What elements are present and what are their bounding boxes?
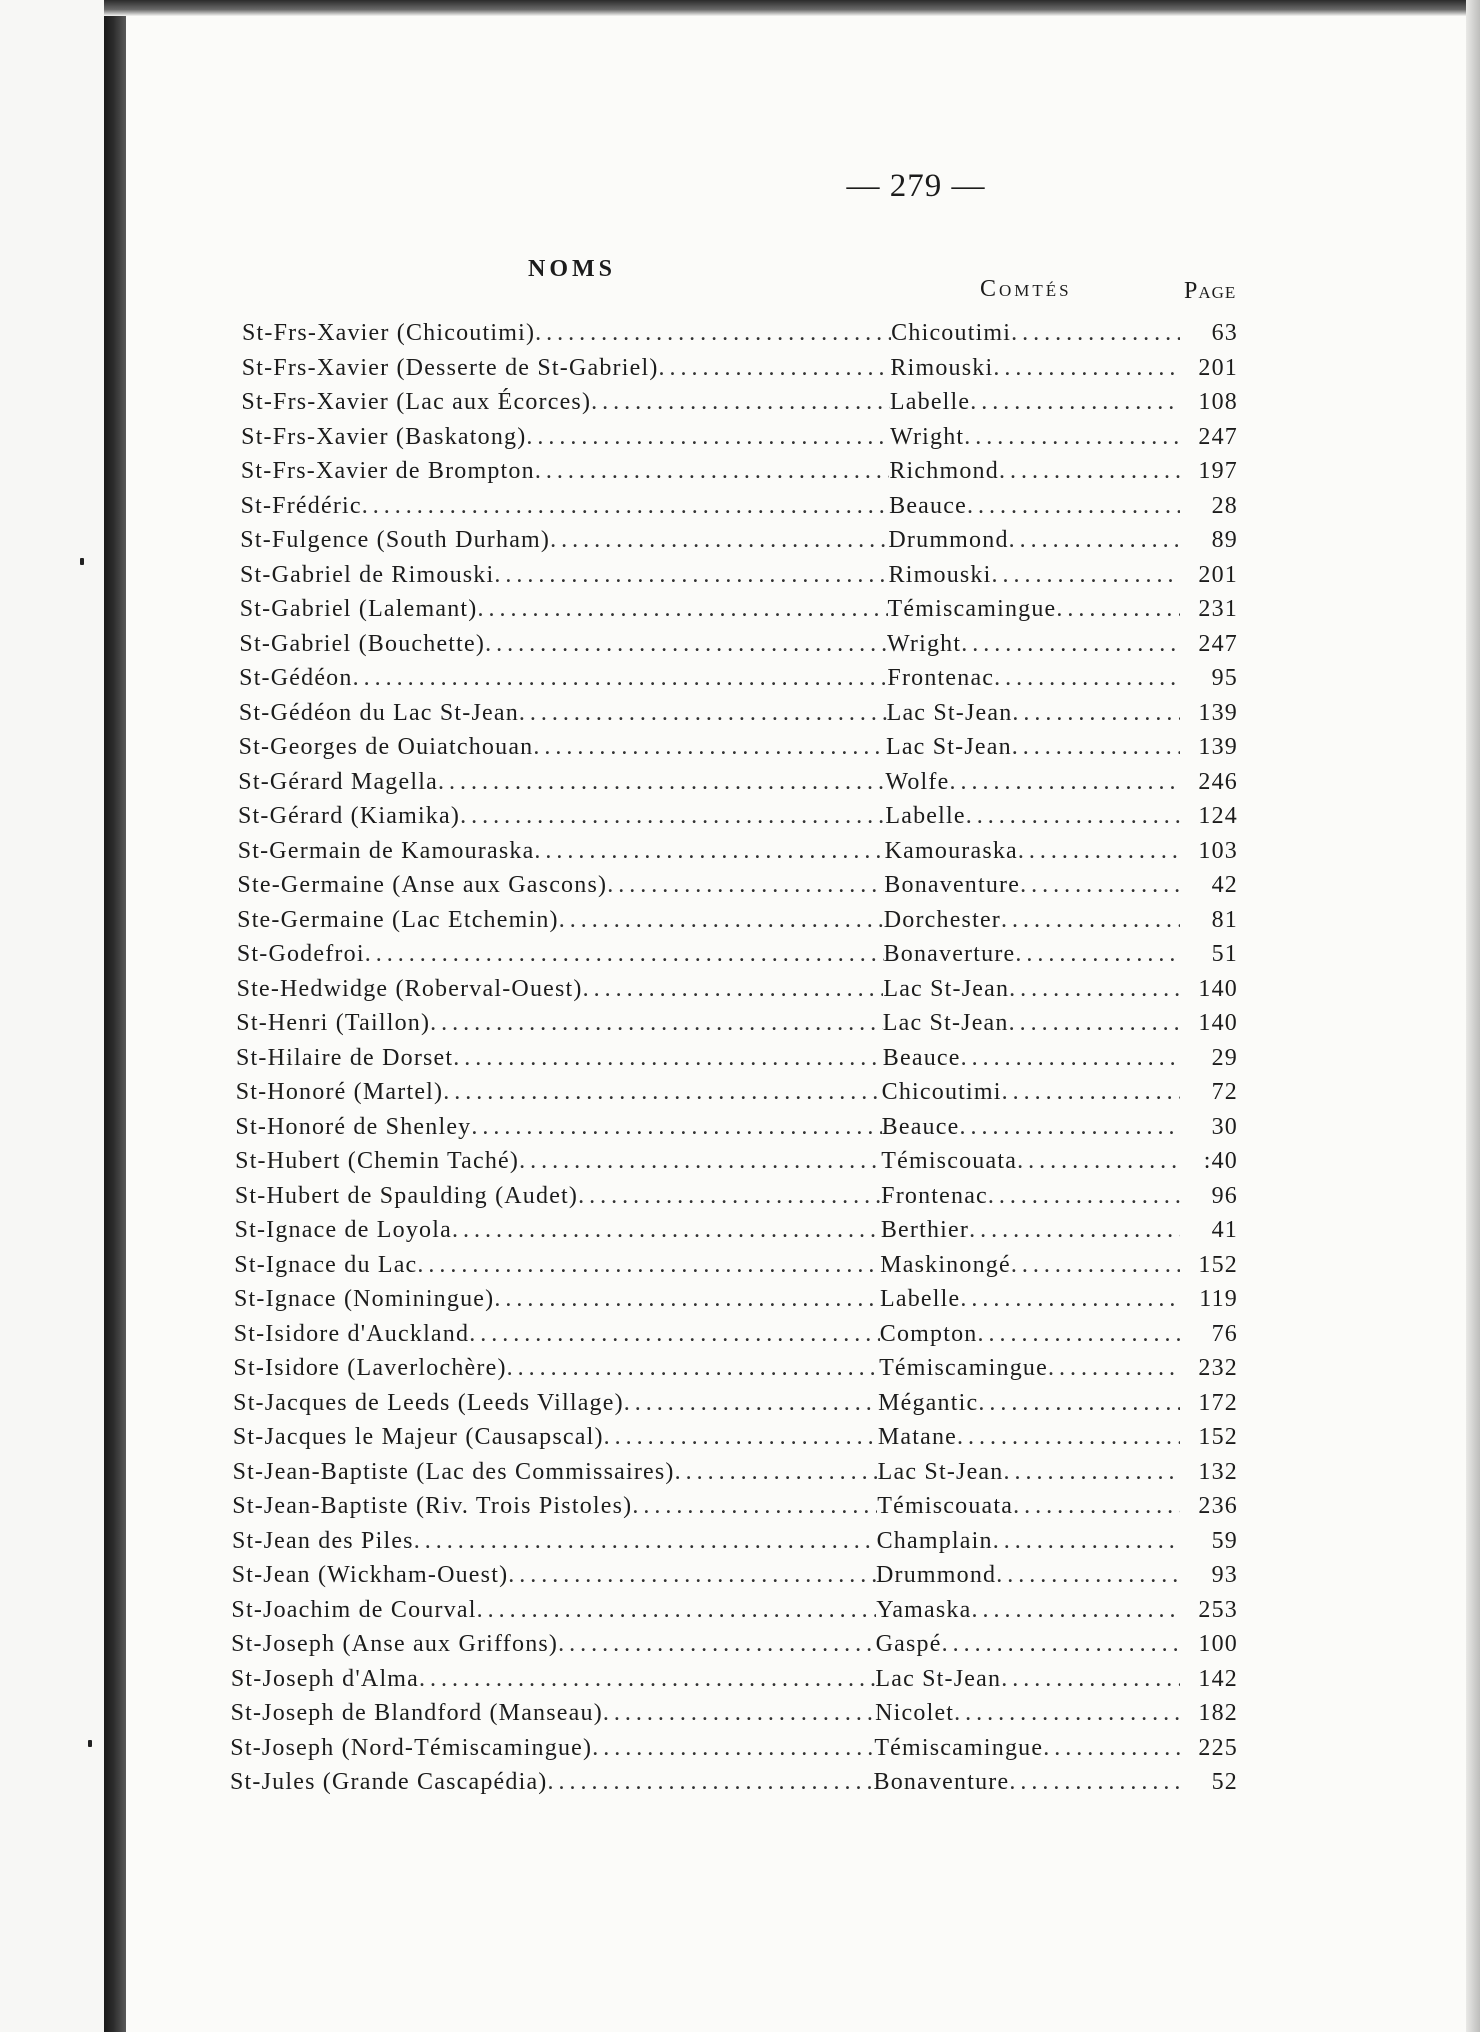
leader-dots xyxy=(578,1183,881,1210)
leader-dots xyxy=(942,1631,1180,1658)
entry-county: Labelle xyxy=(885,803,966,829)
leader-dots xyxy=(1020,872,1180,899)
leader-dots xyxy=(624,1390,878,1417)
entry-county: Témiscamingue xyxy=(887,596,1057,622)
entry-county: Beauce xyxy=(882,1044,961,1071)
entry-name: St-Gédéon du Lac St-Jean xyxy=(238,699,519,726)
index-entry xyxy=(235,1148,1238,1182)
index-entry xyxy=(236,1010,1238,1044)
leader-dots xyxy=(559,907,884,934)
leader-dots xyxy=(992,562,1181,589)
entry-county: Frontenac xyxy=(881,1182,988,1209)
index-entry xyxy=(232,1528,1238,1562)
index-entry xyxy=(240,562,1238,596)
entry-page: 52 xyxy=(1211,1769,1238,1795)
leader-dots xyxy=(993,1528,1180,1555)
page-top-edge xyxy=(104,0,1480,16)
entry-county: Yamaska xyxy=(876,1596,972,1623)
index-entry xyxy=(231,1700,1238,1734)
index-entry xyxy=(239,665,1238,699)
entry-county: Drummond xyxy=(875,1562,997,1588)
leader-dots xyxy=(507,1355,879,1382)
index-entry xyxy=(242,320,1238,354)
leader-dots xyxy=(533,734,886,761)
entry-page: 247 xyxy=(1198,423,1238,450)
leader-dots xyxy=(414,1528,877,1555)
entry-name: St-Hubert (Chemin Taché) xyxy=(235,1148,520,1174)
entry-county: Lac St-Jean xyxy=(886,699,1013,726)
entry-name: St-Joseph (Nord-Témiscamingue) xyxy=(230,1734,593,1761)
leader-dots xyxy=(960,1286,1180,1313)
leader-dots xyxy=(659,355,891,382)
leader-dots xyxy=(604,1424,878,1451)
entry-page: 201 xyxy=(1198,561,1238,588)
leader-dots xyxy=(548,1769,874,1796)
index-entry xyxy=(237,941,1238,975)
entry-name: St-Henri (Taillon) xyxy=(236,1010,431,1036)
leader-dots xyxy=(1043,1735,1180,1762)
index-entry xyxy=(235,1217,1238,1251)
margin-mark xyxy=(80,558,84,565)
leader-dots xyxy=(1012,734,1180,761)
leader-dots xyxy=(957,1424,1180,1451)
entry-county: Gaspé xyxy=(875,1631,942,1657)
entry-name: St-Hubert de Spaulding (Audet) xyxy=(234,1182,579,1209)
entry-county: Labelle xyxy=(880,1286,961,1312)
entry-page: 72 xyxy=(1211,1079,1238,1105)
entry-name: St-Hilaire de Dorset xyxy=(236,1044,454,1071)
leader-dots xyxy=(996,1562,1180,1589)
index-entry xyxy=(237,976,1238,1010)
index-entry xyxy=(233,1355,1238,1389)
index-entry xyxy=(231,1666,1238,1700)
entry-county: Lac St-Jean xyxy=(877,1458,1004,1485)
entry-name: St-Fulgence (South Durham) xyxy=(240,527,551,553)
index-entry xyxy=(235,1114,1238,1148)
leader-dots xyxy=(460,803,885,830)
leader-dots xyxy=(452,1217,881,1244)
entry-page: 124 xyxy=(1198,803,1238,829)
index-entry xyxy=(240,596,1238,630)
leader-dots xyxy=(1009,527,1180,554)
page-right-edge xyxy=(1466,0,1480,2032)
entry-county: Beauce xyxy=(881,1113,960,1140)
entry-name: St-Gabriel (Lalemant) xyxy=(239,596,478,622)
entry-name: Ste-Germaine (Anse aux Gascons) xyxy=(237,872,608,898)
entry-county: Champlain xyxy=(876,1527,993,1554)
index-entry xyxy=(233,1390,1238,1424)
entry-county: Témiscouata xyxy=(877,1493,1014,1519)
leader-dots xyxy=(1048,1355,1180,1382)
leader-dots xyxy=(438,769,885,796)
entry-page: 197 xyxy=(1198,458,1238,484)
entry-page: 59 xyxy=(1211,1527,1238,1554)
leader-dots xyxy=(971,1597,1180,1624)
column-header-comtes: Comtés xyxy=(980,276,1072,302)
index-entry xyxy=(231,1597,1238,1631)
index-entry xyxy=(239,734,1238,768)
entry-page: 201 xyxy=(1198,354,1238,381)
entry-name: St-Gérard Magella xyxy=(238,768,438,795)
leader-dots xyxy=(550,527,888,554)
index-entry xyxy=(234,1321,1238,1355)
entry-page: 182 xyxy=(1198,1700,1238,1726)
entry-page: :40 xyxy=(1203,1148,1238,1174)
entry-page: 142 xyxy=(1198,1665,1238,1692)
leader-dots xyxy=(961,631,1180,658)
entry-name: St-Isidore (Laverlochère) xyxy=(233,1355,507,1381)
entry-page: 247 xyxy=(1198,630,1238,657)
index-entry xyxy=(241,493,1238,527)
leader-dots xyxy=(519,1148,881,1175)
entry-page: 152 xyxy=(1198,1424,1238,1450)
leader-dots xyxy=(1009,1769,1180,1796)
entry-county: Rimouski xyxy=(888,561,992,588)
entry-county: Chicoutimi xyxy=(881,1079,1002,1105)
entry-county: Lac St-Jean xyxy=(875,1665,1002,1692)
entry-county: Chicoutimi xyxy=(891,320,1012,346)
leader-dots xyxy=(443,1079,881,1106)
index-entry xyxy=(241,424,1238,458)
page-number: — 279 — xyxy=(846,168,986,204)
index-entry xyxy=(238,769,1238,803)
index-entry xyxy=(233,1459,1238,1493)
entry-page: 253 xyxy=(1198,1596,1238,1623)
entry-county: Labelle xyxy=(889,389,971,415)
entry-name: St-Joachim de Courval xyxy=(231,1596,477,1623)
entry-county: Berthier xyxy=(880,1217,970,1243)
column-header-page: Page xyxy=(1184,278,1237,304)
entry-name: St-Gédéon xyxy=(239,665,353,691)
leader-dots xyxy=(469,1321,880,1348)
entry-county: Compton xyxy=(879,1320,978,1347)
entry-name: St-Ignace de Loyola xyxy=(234,1217,452,1243)
leader-dots xyxy=(494,562,888,589)
entry-county: Frontenac xyxy=(887,665,995,691)
entry-name: St-Godefroi xyxy=(236,941,365,967)
leader-dots xyxy=(362,493,889,520)
entry-name: St-Honoré de Shenley xyxy=(235,1113,472,1140)
leader-dots xyxy=(1009,976,1180,1003)
entry-name: St-Gabriel de Rimouski xyxy=(240,561,495,588)
leader-dots xyxy=(632,1493,877,1520)
leader-dots xyxy=(535,320,891,347)
leader-dots xyxy=(471,1114,881,1141)
entry-name: St-Jean-Baptiste (Riv. Trois Pistoles) xyxy=(232,1493,633,1519)
leader-dots xyxy=(977,1321,1180,1348)
entry-page: 236 xyxy=(1198,1493,1238,1519)
entry-county: Wolfe xyxy=(885,768,950,795)
index-entry xyxy=(241,458,1238,492)
entry-name: St-Ignace du Lac xyxy=(234,1251,418,1278)
index-entry xyxy=(233,1424,1238,1458)
entry-county: Dorchester xyxy=(883,906,1001,933)
entry-page: 231 xyxy=(1198,596,1238,622)
entry-name: St-Germain de Kamouraska xyxy=(237,837,535,864)
entry-page: 41 xyxy=(1211,1217,1238,1243)
entry-county: Témiscamingue xyxy=(874,1734,1044,1761)
entry-county: Beauce xyxy=(889,492,967,519)
entry-name: St-Joseph d'Alma xyxy=(230,1665,420,1692)
left-page-edge xyxy=(0,0,106,2032)
entry-page: 108 xyxy=(1198,389,1238,415)
entry-page: 132 xyxy=(1198,1458,1238,1485)
entry-county: Maskinongé xyxy=(880,1251,1011,1278)
index-entry xyxy=(241,389,1238,423)
leader-dots xyxy=(591,389,890,416)
entry-name: St-Jules (Grande Cascapédia) xyxy=(230,1769,548,1795)
index-entry xyxy=(242,355,1238,389)
entry-county: Lac St-Jean xyxy=(885,734,1012,760)
leader-dots xyxy=(1056,596,1180,623)
entry-name: St-Frs-Xavier de Brompton xyxy=(240,458,535,484)
leader-dots xyxy=(994,665,1180,692)
margin-mark xyxy=(88,1740,92,1747)
leader-dots xyxy=(967,493,1180,520)
leader-dots xyxy=(1015,941,1180,968)
index-entry xyxy=(230,1735,1238,1769)
entry-county: Rimouski xyxy=(890,354,994,381)
entry-name: St-Joseph (Anse aux Griffons) xyxy=(231,1631,559,1657)
page xyxy=(126,16,1466,2032)
leader-dots xyxy=(494,1286,880,1313)
leader-dots xyxy=(477,1597,877,1624)
entry-name: St-Ignace (Nominingue) xyxy=(234,1286,495,1312)
entry-county: Bonaventure xyxy=(884,872,1021,898)
leader-dots xyxy=(1011,1252,1180,1279)
entry-name: St-Honoré (Martel) xyxy=(235,1079,444,1105)
entry-page: 119 xyxy=(1199,1286,1238,1312)
index-entry xyxy=(230,1769,1238,1803)
leader-dots xyxy=(519,700,887,727)
leader-dots xyxy=(964,424,1180,451)
entry-name: St-Frs-Xavier (Baskatong) xyxy=(241,423,527,450)
entry-page: 95 xyxy=(1211,665,1238,691)
leader-dots xyxy=(1001,907,1180,934)
entry-county: Wright xyxy=(890,423,965,450)
leader-dots xyxy=(1012,700,1180,727)
index-entry xyxy=(236,1079,1238,1113)
leader-dots xyxy=(959,1114,1180,1141)
entry-county: Témiscamingue xyxy=(879,1355,1048,1381)
entry-name: St-Frs-Xavier (Lac aux Écorces) xyxy=(241,389,592,415)
leader-dots xyxy=(1009,1010,1180,1037)
index-entry xyxy=(232,1493,1238,1527)
entry-page: 89 xyxy=(1211,527,1238,553)
entry-name: Ste-Germaine (Lac Etchemin) xyxy=(237,906,559,933)
leader-dots xyxy=(453,1045,883,1072)
leader-dots xyxy=(603,1700,875,1727)
entry-page: 63 xyxy=(1211,320,1238,346)
entry-page: 172 xyxy=(1198,1389,1238,1416)
index-entry xyxy=(235,1183,1238,1217)
index-entry xyxy=(238,838,1238,872)
entry-name: St-Gérard (Kiamika) xyxy=(238,803,461,829)
entry-name: St-Jacques le Majeur (Causapscal) xyxy=(232,1424,604,1450)
entry-name: St-Jean-Baptiste (Lac des Commissaires) xyxy=(232,1458,675,1485)
entry-page: 96 xyxy=(1211,1182,1238,1209)
leader-dots xyxy=(961,1045,1180,1072)
leader-dots xyxy=(1011,320,1180,347)
entry-page: 246 xyxy=(1198,768,1238,795)
leader-dots xyxy=(583,976,884,1003)
entry-page: 140 xyxy=(1198,1010,1238,1036)
entry-name: Ste-Hedwidge (Roberval-Ouest) xyxy=(236,975,583,1002)
leader-dots xyxy=(558,1631,875,1658)
leader-dots xyxy=(1002,1079,1180,1106)
entry-county: Bonaventure xyxy=(873,1769,1010,1795)
leader-dots xyxy=(970,389,1180,416)
leader-dots xyxy=(534,838,884,865)
index-entry xyxy=(239,700,1238,734)
entry-county: Wright xyxy=(887,630,962,657)
leader-dots xyxy=(993,355,1180,382)
index-entry xyxy=(237,872,1238,906)
entry-name: St-Jacques de Leeds (Leeds Village) xyxy=(233,1389,624,1416)
entry-county: Richmond xyxy=(889,458,999,484)
entry-page: 51 xyxy=(1211,941,1238,967)
entry-page: 28 xyxy=(1211,492,1238,519)
index-entry xyxy=(237,907,1238,941)
leader-dots xyxy=(969,1217,1180,1244)
book-binding xyxy=(104,0,126,2032)
entry-page: 29 xyxy=(1211,1044,1238,1071)
entry-county: Témiscouata xyxy=(881,1148,1018,1174)
entry-page: 42 xyxy=(1211,872,1238,898)
entry-county: Matane xyxy=(877,1424,958,1450)
entry-page: 76 xyxy=(1211,1320,1238,1347)
entry-county: Lac St-Jean xyxy=(883,975,1010,1002)
leader-dots xyxy=(1013,1493,1180,1520)
leader-dots xyxy=(365,941,884,968)
leader-dots xyxy=(675,1459,878,1486)
leader-dots xyxy=(417,1252,880,1279)
entry-name: St-Jean des Piles xyxy=(232,1527,414,1554)
index-entry xyxy=(236,1045,1238,1079)
leader-dots xyxy=(526,424,890,451)
index-entry xyxy=(238,803,1238,837)
leader-dots xyxy=(966,803,1180,830)
entry-name: St-Frs-Xavier (Desserte de St-Gabriel) xyxy=(241,354,659,381)
entry-county: Bonaverture xyxy=(883,941,1016,967)
leader-dots xyxy=(535,458,890,485)
index-entry xyxy=(239,631,1238,665)
leader-dots xyxy=(353,665,888,692)
entry-name: St-Isidore d'Auckland xyxy=(233,1320,470,1347)
leader-dots xyxy=(430,1010,883,1037)
entry-county: Mégantic xyxy=(878,1389,979,1416)
entry-page: 100 xyxy=(1198,1631,1238,1657)
leader-dots xyxy=(592,1735,874,1762)
entry-county: Kamouraska xyxy=(884,837,1018,864)
leader-dots xyxy=(988,1183,1180,1210)
entry-page: 139 xyxy=(1198,699,1238,726)
leader-dots xyxy=(999,458,1180,485)
leader-dots xyxy=(1001,1666,1180,1693)
leader-dots xyxy=(949,769,1180,796)
leader-dots xyxy=(954,1700,1180,1727)
leader-dots xyxy=(419,1666,875,1693)
entry-name: St-Jean (Wickham-Ouest) xyxy=(231,1562,509,1588)
leader-dots xyxy=(477,596,887,623)
leader-dots xyxy=(485,631,887,658)
index-entry xyxy=(234,1286,1238,1320)
entry-page: 140 xyxy=(1198,975,1238,1002)
leader-dots xyxy=(1017,1148,1180,1175)
entry-county: Lac St-Jean xyxy=(882,1010,1009,1036)
entry-county: Drummond xyxy=(888,527,1009,553)
entry-page: 30 xyxy=(1211,1113,1238,1140)
entry-page: 225 xyxy=(1198,1734,1238,1761)
leader-dots xyxy=(607,872,884,899)
entry-name: St-Joseph de Blandford (Manseau) xyxy=(230,1700,603,1726)
entry-page: 152 xyxy=(1198,1251,1238,1278)
entry-page: 93 xyxy=(1211,1562,1238,1588)
entry-page: 232 xyxy=(1198,1355,1238,1381)
entry-page: 139 xyxy=(1198,734,1238,760)
leader-dots xyxy=(1018,838,1180,865)
entry-name: St-Frs-Xavier (Chicoutimi) xyxy=(242,320,536,346)
column-header-noms: NOMS xyxy=(528,256,616,282)
index-entry xyxy=(234,1252,1238,1286)
leader-dots xyxy=(978,1390,1180,1417)
entry-page: 81 xyxy=(1211,906,1238,933)
entry-page: 103 xyxy=(1198,837,1238,864)
entry-county: Nicolet xyxy=(875,1700,955,1726)
entry-name: St-Frédéric xyxy=(240,492,362,519)
leader-dots xyxy=(1004,1459,1180,1486)
index-entry xyxy=(240,527,1238,561)
entry-name: St-Gabriel (Bouchette) xyxy=(239,630,486,657)
index-entry xyxy=(232,1562,1238,1596)
index-entry xyxy=(231,1631,1238,1665)
leader-dots xyxy=(508,1562,876,1589)
entry-name: St-Georges de Ouiatchouan xyxy=(238,734,534,760)
